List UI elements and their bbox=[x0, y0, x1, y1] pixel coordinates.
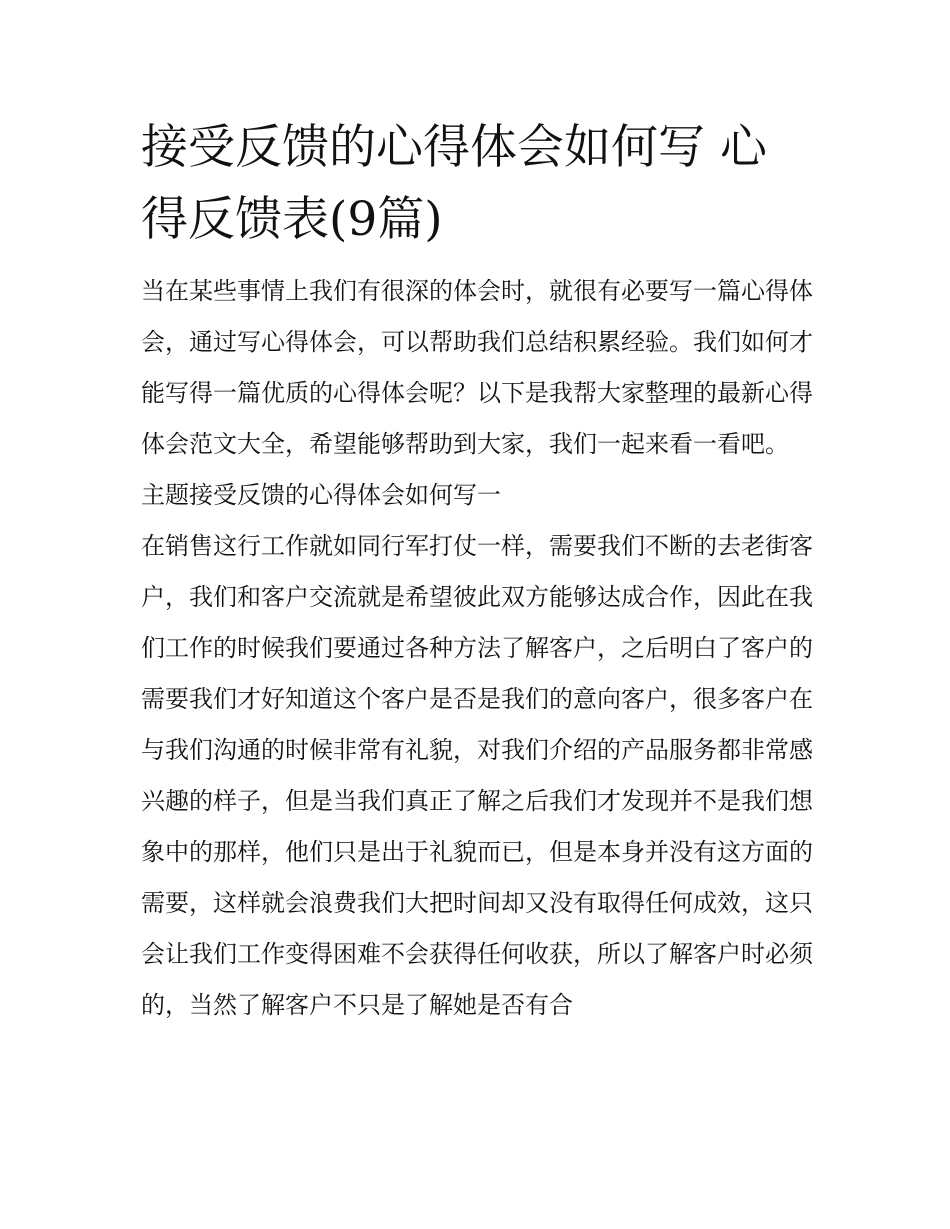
section-heading: 主题接受反馈的心得体会如何写一 bbox=[141, 481, 501, 509]
document-title: 接受反馈的心得体会如何写 心得反馈表(9篇) bbox=[141, 120, 767, 247]
document-content bbox=[141, 112, 813, 1031]
section-paragraph: 在销售这行工作就如同行军打仗一样，需要我们不断的去老街客户，我们和客户交流就是希望彼此双方能够达成合作，因此在我们工作的时候我们要通过各种方法了解客户，之后明白了客户的需要我们才好知道这个客户是否是我们的意向客户，很多客户在与我们沟通的时候非常有礼貌，对我们介绍的产品服务都非常感兴趣的样子，但是当我们真正了解之后我们才发现并不是我们想象中的那样，他们只是出于礼貌而已，但是本身并没有这方面的需要，这样就会浪费我们大把时间却又没有取得任何成效，这只会让我们工作变得困难不会获得任何收获，所以了解客户时必须的，当然了解客户不只是了解她是否有合 bbox=[141, 532, 813, 1019]
intro-paragraph: 当在某些事情上我们有很深的体会时，就很有必要写一篇心得体会，通过写心得体会，可以帮助我们总结积累经验。我们如何才能写得一篇优质的心得体会呢？以下是我帮大家整理的最新心得体会范文大全，希望能够帮助到大家，我们一起来看一看吧。 bbox=[141, 277, 813, 458]
